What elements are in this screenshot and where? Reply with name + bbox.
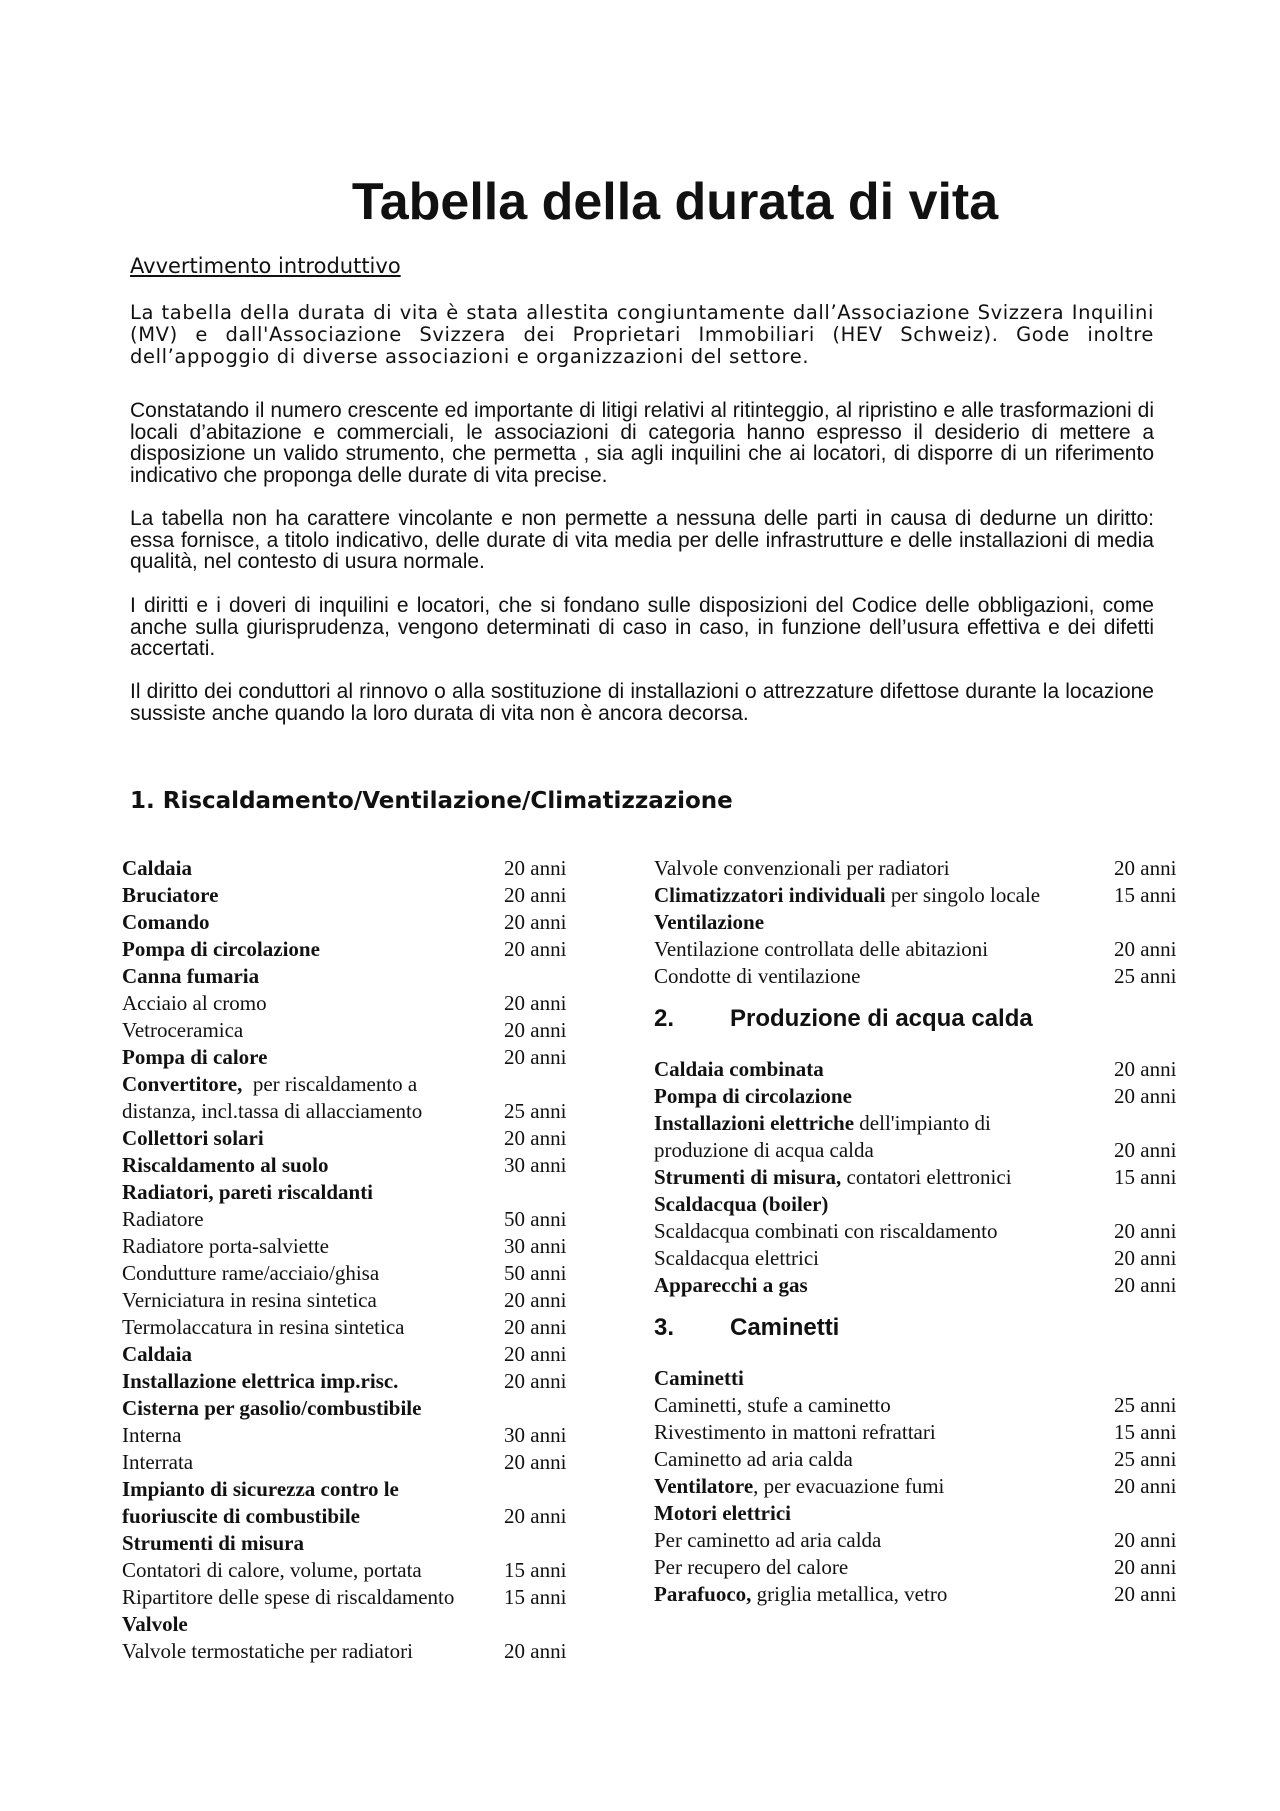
row-label	[654, 1272, 1114, 1299]
section-2-title: Produzione di acqua calda	[730, 1005, 1033, 1032]
row-label	[654, 1527, 1114, 1554]
row-label-text: Radiatore	[122, 1207, 204, 1231]
row-label-bold: Installazioni elettriche	[654, 1111, 855, 1135]
row-label	[654, 1446, 1114, 1473]
row-duration: 15 anni	[504, 1558, 567, 1582]
table-row	[122, 1449, 574, 1476]
row-label-bold: Pompa di circolazione	[654, 1084, 852, 1108]
row-duration	[504, 1611, 574, 1638]
row-label-bold: Cisterna per gasolio/combustibile	[122, 1396, 422, 1420]
row-label-text: per riscaldamento a	[242, 1072, 418, 1096]
row-duration: 20 anni	[1114, 1138, 1177, 1162]
row-label-bold: Caldaia	[122, 1342, 193, 1366]
row-label	[654, 1137, 1114, 1164]
row-duration	[504, 1071, 574, 1098]
section-2-heading	[654, 1002, 1186, 1036]
row-duration: 20 anni	[504, 1315, 567, 1339]
row-label	[654, 1419, 1114, 1446]
row-label	[122, 909, 504, 936]
table-row	[122, 1638, 574, 1665]
row-label	[122, 963, 504, 990]
row-label	[654, 1110, 1114, 1137]
intro-paragraph-1: La tabella della durata di vita è stata allestita congiuntamente dall’Associazione Svizzera Inquilini (MV) e dall'Associazione Svizzera dei Proprietari Immobiliari (HEV Schweiz). Gode inoltre dell’appoggio di diverse associazioni e organizzazioni del settore.	[130, 301, 1154, 368]
row-duration: 20 anni	[1114, 1474, 1177, 1498]
table-row	[654, 855, 1186, 882]
row-label	[122, 1422, 504, 1449]
row-label	[654, 1191, 1114, 1218]
table-row	[122, 909, 574, 936]
table-row	[654, 936, 1186, 963]
table-row	[122, 1557, 574, 1584]
row-label-text: Per caminetto ad aria calda	[654, 1528, 882, 1552]
row-label	[654, 1245, 1114, 1272]
row-label-bold: Riscaldamento al suolo	[122, 1153, 329, 1177]
table-row	[654, 1365, 1186, 1392]
row-duration: 20 anni	[504, 910, 567, 934]
row-label-bold: Installazione elettrica imp.risc.	[122, 1369, 399, 1393]
row-label-text: Valvole convenzionali per radiatori	[654, 856, 950, 880]
row-label-text: Valvole termostatiche per radiatori	[122, 1639, 413, 1663]
row-label-text: Condutture rame/acciaio/ghisa	[122, 1261, 380, 1285]
right-column-list	[654, 855, 1186, 1608]
row-label-bold: Ventilatore	[654, 1474, 754, 1498]
section-2-list	[654, 1056, 1186, 1299]
row-label-bold: Climatizzatori individuali	[654, 883, 886, 907]
row-duration: 15 anni	[504, 1585, 567, 1609]
row-label	[654, 1581, 1114, 1608]
row-label	[654, 936, 1114, 963]
document-title: Tabella della durata di vita	[351, 173, 999, 231]
table-row	[122, 1260, 574, 1287]
row-duration: 20 anni	[504, 1018, 567, 1042]
row-duration: 25 anni	[1114, 964, 1177, 988]
row-label	[654, 855, 1114, 882]
row-duration	[504, 963, 574, 990]
row-duration: 20 anni	[1114, 1582, 1177, 1606]
row-duration: 20 anni	[504, 883, 567, 907]
table-row	[122, 1611, 574, 1638]
row-label	[122, 1314, 504, 1341]
row-label-text: Scaldacqua elettrici	[654, 1246, 819, 1270]
row-label-text: Caminetto ad aria calda	[654, 1447, 853, 1471]
table-row	[654, 1392, 1186, 1419]
row-label	[654, 1365, 1114, 1392]
row-duration: 20 anni	[1114, 1246, 1177, 1270]
row-label-bold: Caldaia	[122, 856, 193, 880]
row-label	[122, 990, 504, 1017]
row-label	[654, 1392, 1114, 1419]
table-row	[122, 1314, 574, 1341]
row-label	[122, 1638, 504, 1665]
row-label	[122, 1530, 504, 1557]
row-label-text: Ventilazione controllata delle abitazioni	[654, 937, 989, 961]
section-3-list	[654, 1365, 1186, 1608]
row-label	[122, 1179, 504, 1206]
row-label	[122, 1503, 504, 1530]
table-row	[654, 1083, 1186, 1110]
row-label-text: Vetroceramica	[122, 1018, 244, 1042]
table-row	[654, 1500, 1186, 1527]
row-label-bold: fuoriuscite di combustibile	[122, 1504, 361, 1528]
row-duration: 15 anni	[1114, 883, 1177, 907]
row-duration: 20 anni	[504, 1639, 567, 1663]
row-duration: 50 anni	[504, 1261, 567, 1285]
table-row	[122, 1152, 574, 1179]
row-label-bold: Strumenti di misura,	[654, 1165, 842, 1189]
table-row	[122, 1179, 574, 1206]
table-row	[654, 963, 1186, 990]
table-row	[122, 1125, 574, 1152]
intro-paragraph-3: La tabella non ha carattere vincolante e non permette a nessuna delle parti in causa di dedurne un diritto: essa fornisce, a titolo indicativo, delle durate di vita media per delle infrastrutture e delle installazioni di media qualità, nel contesto di usura normale.	[130, 507, 1154, 573]
row-label-text: Acciaio al cromo	[122, 991, 267, 1015]
row-duration: 20 anni	[1114, 1528, 1177, 1552]
row-label-text: Per recupero del calore	[654, 1555, 849, 1579]
table-row	[654, 1137, 1186, 1164]
row-label	[654, 1500, 1114, 1527]
row-duration	[1114, 1365, 1186, 1392]
row-label	[122, 1017, 504, 1044]
row-label-bold: Parafuoco,	[654, 1582, 752, 1606]
section-3-title: Caminetti	[730, 1314, 840, 1341]
row-label-text: distanza, incl.tassa di allacciamento	[122, 1099, 423, 1123]
row-duration: 25 anni	[504, 1099, 567, 1123]
row-duration: 20 anni	[1114, 937, 1177, 961]
row-label-bold: Impianto di sicurezza contro le	[122, 1477, 399, 1501]
row-label-text: dell'impianto di	[854, 1111, 991, 1135]
row-duration: 20 anni	[1114, 856, 1177, 880]
row-duration: 25 anni	[1114, 1447, 1177, 1471]
row-label	[122, 1395, 504, 1422]
intro-paragraph-4: I diritti e i doveri di inquilini e locatori, che si fondano sulle disposizioni del Codice delle obbligazioni, come anche sulla giurisprudenza, vengono determinati di caso in caso, in funzione dell’usura effettiva e dei difetti accertati.	[130, 594, 1154, 660]
table-row	[654, 882, 1186, 909]
row-label-text: Caminetti, stufe a caminetto	[654, 1393, 891, 1417]
row-duration: 50 anni	[504, 1207, 567, 1231]
table-row	[122, 1530, 574, 1557]
row-duration: 30 anni	[504, 1423, 567, 1447]
row-label	[122, 1287, 504, 1314]
table-row	[122, 855, 574, 882]
row-label-text: griglia metallica, vetro	[751, 1582, 948, 1606]
row-label	[654, 1473, 1114, 1500]
row-label-bold: Bruciatore	[122, 883, 219, 907]
row-label-bold: Convertitore,	[122, 1072, 243, 1096]
row-label-bold: Caminetti	[654, 1366, 744, 1390]
row-label-text: Scaldacqua combinati con riscaldamento	[654, 1219, 998, 1243]
row-label-text: contatori elettronici	[841, 1165, 1012, 1189]
table-row	[122, 1584, 574, 1611]
row-duration: 25 anni	[1114, 1393, 1177, 1417]
row-label	[122, 1449, 504, 1476]
row-duration: 20 anni	[1114, 1057, 1177, 1081]
table-row	[122, 1017, 574, 1044]
row-label	[654, 1218, 1114, 1245]
table-row	[654, 1218, 1186, 1245]
row-label-bold: Canna fumaria	[122, 964, 260, 988]
table-row	[122, 1206, 574, 1233]
row-duration: 20 anni	[1114, 1555, 1177, 1579]
table-row	[122, 990, 574, 1017]
row-label	[122, 1206, 504, 1233]
table-row	[654, 1110, 1186, 1137]
row-label	[654, 1056, 1114, 1083]
row-label	[654, 1164, 1114, 1191]
row-label	[122, 1368, 504, 1395]
intro-paragraph-2: Constatando il numero crescente ed importante di litigi relativi al ritinteggio, al ripristino e alle trasformazioni di locali d’abitazione e commerciali, le associazioni di categoria hanno espresso il desiderio di mettere a disposizione un valido strumento, che permetta , sia agli inquilini che ai locatori, di disporre di un riferimento indicativo che proponga delle durate di vita precise.	[130, 399, 1154, 487]
table-row	[122, 1233, 574, 1260]
row-duration	[504, 1395, 574, 1422]
row-label-text: Ripartitore delle spese di riscaldamento	[122, 1585, 455, 1609]
row-duration: 20 anni	[504, 1045, 567, 1069]
row-label	[122, 1584, 504, 1611]
row-duration	[504, 1530, 574, 1557]
row-label-bold: Pompa di circolazione	[122, 937, 320, 961]
row-label-bold: Motori elettrici	[654, 1501, 791, 1525]
table-row	[654, 1164, 1186, 1191]
row-label-bold: Pompa di calore	[122, 1045, 268, 1069]
row-label	[122, 1611, 504, 1638]
section-3-heading	[654, 1311, 1186, 1345]
row-label-text: , per evacuazione fumi	[753, 1474, 945, 1498]
row-label-bold: Collettori solari	[122, 1126, 264, 1150]
row-label	[122, 936, 504, 963]
row-label	[122, 1098, 504, 1125]
row-label	[122, 855, 504, 882]
row-label	[654, 963, 1114, 990]
table-row	[122, 1044, 574, 1071]
row-duration: 20 anni	[504, 1126, 567, 1150]
row-duration	[1114, 1191, 1186, 1218]
table-row	[122, 1422, 574, 1449]
table-row	[654, 1581, 1186, 1608]
table-row	[122, 963, 574, 990]
row-duration	[1114, 1500, 1186, 1527]
row-label-text: Condotte di ventilazione	[654, 964, 861, 988]
table-row	[122, 1287, 574, 1314]
table-row	[654, 1419, 1186, 1446]
table-row	[654, 1446, 1186, 1473]
row-duration: 20 anni	[504, 1450, 567, 1474]
row-label	[122, 882, 504, 909]
row-label-text: per singolo locale	[885, 883, 1041, 907]
row-label	[122, 1152, 504, 1179]
row-label	[654, 1083, 1114, 1110]
row-duration: 20 anni	[504, 991, 567, 1015]
section-1-continued-list	[654, 855, 1186, 990]
row-label	[654, 882, 1114, 909]
section-1-heading: 1. Riscaldamento/Ventilazione/Climatizzazione	[130, 788, 733, 814]
row-duration: 15 anni	[1114, 1165, 1177, 1189]
table-row	[654, 1056, 1186, 1083]
row-label-bold: Strumenti di misura	[122, 1531, 305, 1555]
row-label-text: Radiatore porta-salviette	[122, 1234, 329, 1258]
row-duration: 20 anni	[504, 856, 567, 880]
row-label	[122, 1260, 504, 1287]
table-row	[654, 1191, 1186, 1218]
row-duration	[504, 1179, 574, 1206]
table-row	[122, 1503, 574, 1530]
row-label	[122, 1125, 504, 1152]
table-row	[654, 1245, 1186, 1272]
row-label	[122, 1044, 504, 1071]
left-column-list	[122, 855, 574, 1665]
table-row	[122, 1368, 574, 1395]
table-row	[654, 1554, 1186, 1581]
row-duration: 15 anni	[1114, 1420, 1177, 1444]
row-duration	[504, 1476, 574, 1503]
row-duration: 20 anni	[1114, 1219, 1177, 1243]
table-row	[122, 1476, 574, 1503]
row-duration: 20 anni	[504, 1342, 567, 1366]
row-label	[654, 1554, 1114, 1581]
row-label-bold: Ventilazione	[654, 910, 765, 934]
row-label	[122, 1557, 504, 1584]
table-row	[654, 1272, 1186, 1299]
row-label-bold: Caldaia combinata	[654, 1057, 824, 1081]
section-3-number: 3.	[654, 1314, 675, 1341]
row-label-bold: Scaldacqua (boiler)	[654, 1192, 829, 1216]
row-label-bold: Comando	[122, 910, 210, 934]
table-row	[122, 936, 574, 963]
row-label	[122, 1476, 504, 1503]
row-duration: 30 anni	[504, 1234, 567, 1258]
section-2-number: 2.	[654, 1005, 675, 1032]
row-label-bold: Radiatori, pareti riscaldanti	[122, 1180, 374, 1204]
table-row	[122, 1071, 574, 1098]
row-label-text: Verniciatura in resina sintetica	[122, 1288, 377, 1312]
row-label-text: Rivestimento in mattoni refrattari	[654, 1420, 936, 1444]
row-duration	[1114, 909, 1186, 936]
table-row	[122, 1098, 574, 1125]
intro-heading: Avvertimento introduttivo	[130, 254, 401, 278]
row-duration: 20 anni	[504, 1288, 567, 1312]
row-duration: 20 anni	[504, 1504, 567, 1528]
row-label-text: Contatori di calore, volume, portata	[122, 1558, 422, 1582]
row-duration: 20 anni	[1114, 1084, 1177, 1108]
row-label-text: Interrata	[122, 1450, 194, 1474]
table-row	[654, 1527, 1186, 1554]
row-label-text: Interna	[122, 1423, 182, 1447]
table-row	[122, 882, 574, 909]
row-label	[122, 1233, 504, 1260]
table-row	[122, 1341, 574, 1368]
row-label	[122, 1341, 504, 1368]
table-row	[122, 1395, 574, 1422]
row-duration	[1114, 1110, 1186, 1137]
row-label	[122, 1071, 504, 1098]
row-duration: 20 anni	[504, 1369, 567, 1393]
row-label	[654, 909, 1114, 936]
table-row	[654, 909, 1186, 936]
row-duration: 20 anni	[1114, 1273, 1177, 1297]
intro-paragraph-5: Il diritto dei conduttori al rinnovo o alla sostituzione di installazioni o attrezzature difettose durante la locazione sussiste anche quando la loro durata di vita non è ancora decorsa.	[130, 680, 1154, 725]
row-label-text: Termolaccatura in resina sintetica	[122, 1315, 405, 1339]
row-duration: 30 anni	[504, 1153, 567, 1177]
row-label-bold: Valvole	[122, 1612, 188, 1636]
table-row	[654, 1473, 1186, 1500]
row-duration: 20 anni	[504, 937, 567, 961]
row-label-text: produzione di acqua calda	[654, 1138, 874, 1162]
row-label-bold: Apparecchi a gas	[654, 1273, 808, 1297]
